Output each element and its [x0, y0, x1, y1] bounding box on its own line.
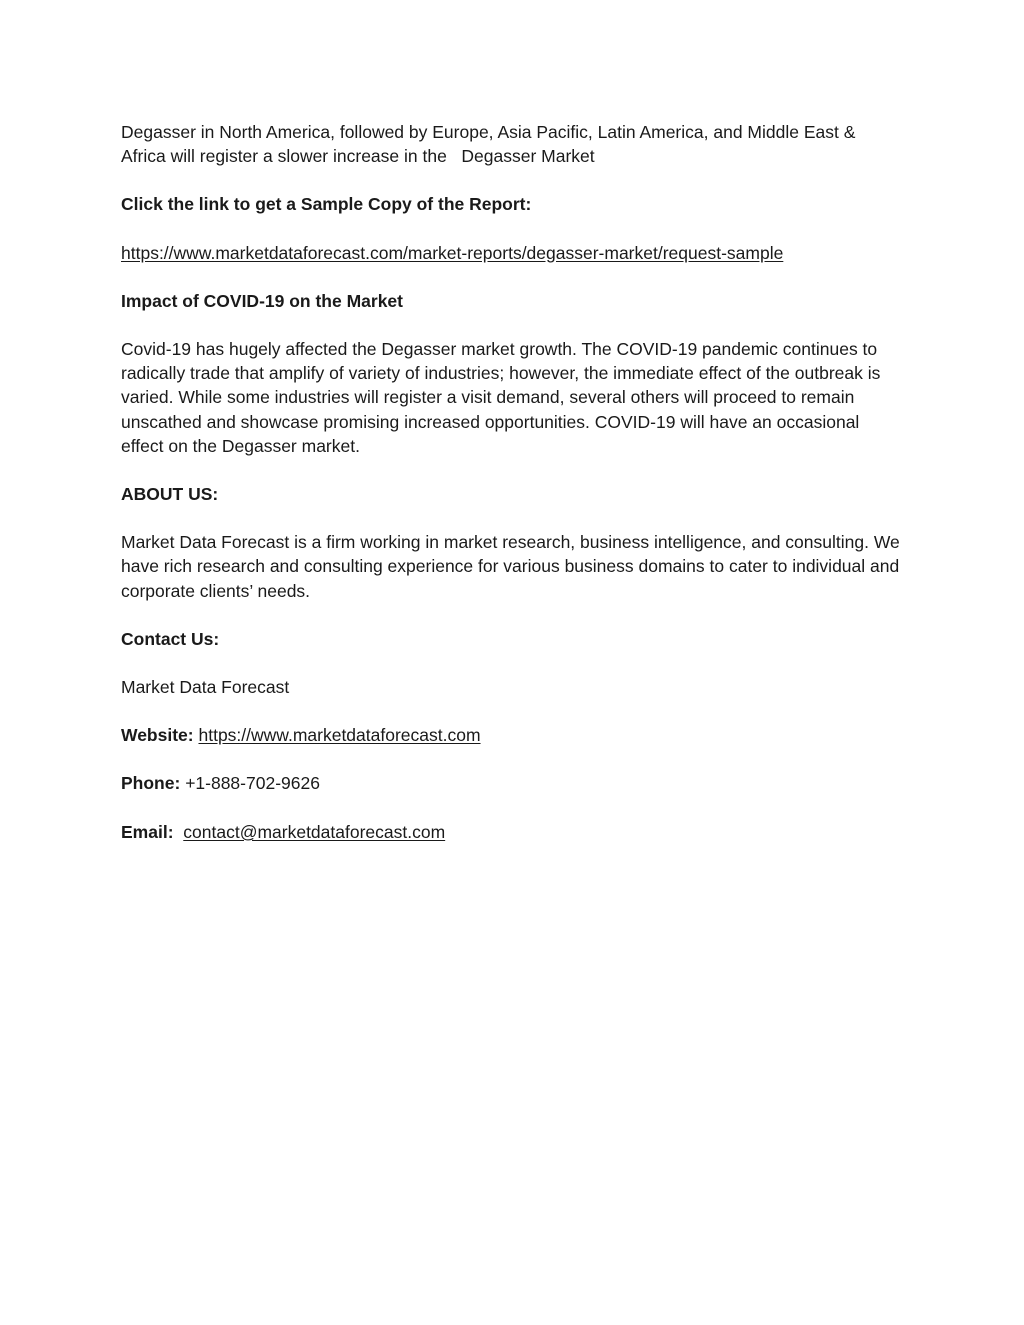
phone-label: Phone: [121, 773, 181, 794]
website-link[interactable]: https://www.marketdataforecast.com [198, 725, 481, 746]
covid-paragraph: Covid-19 has hugely affected the Degasser market growth. The COVID-19 pandemic continues to radically trade that amplify of variety of industries; however, the immediate effect of the outbreak is varied. While some industries will register a visit demand, several others will proceed to remain unscathed and showcase promising increased opportunities. COVID-19 will have an occasional effect on the Degasser market. [121, 339, 881, 456]
contact-phone [121, 771, 901, 795]
contact-website [121, 723, 901, 747]
contact-company: Market Data Forecast [121, 677, 290, 698]
document-body [121, 120, 901, 868]
phone-value: +1-888-702-9626 [185, 773, 320, 794]
about-paragraph: Market Data Forecast is a firm working in market research, business intelligence, and consulting. We have rich research and consulting experience for various business domains to cater to individual and corporate clients’ needs. [121, 532, 900, 601]
contact-email [121, 820, 901, 844]
email-link[interactable]: contact@marketdataforecast.com [183, 821, 446, 842]
sample-heading: Click the link to get a Sample Copy of the Report: [121, 194, 532, 215]
website-label: Website: [121, 725, 194, 746]
contact-heading: Contact Us: [121, 628, 220, 649]
email-label: Email: [121, 821, 174, 842]
about-heading: ABOUT US: [121, 484, 219, 505]
sample-request-link[interactable]: https://www.marketdataforecast.com/market-reports/degasser-market/request-sample [121, 242, 784, 263]
sample-link-paragraph [121, 241, 901, 265]
intro-paragraph: Degasser in North America, followed by Europe, Asia Pacific, Latin America, and Middle East & Africa will register a slower increase in the Degasser Market [121, 122, 860, 167]
covid-heading: Impact of COVID-19 on the Market [121, 290, 403, 311]
